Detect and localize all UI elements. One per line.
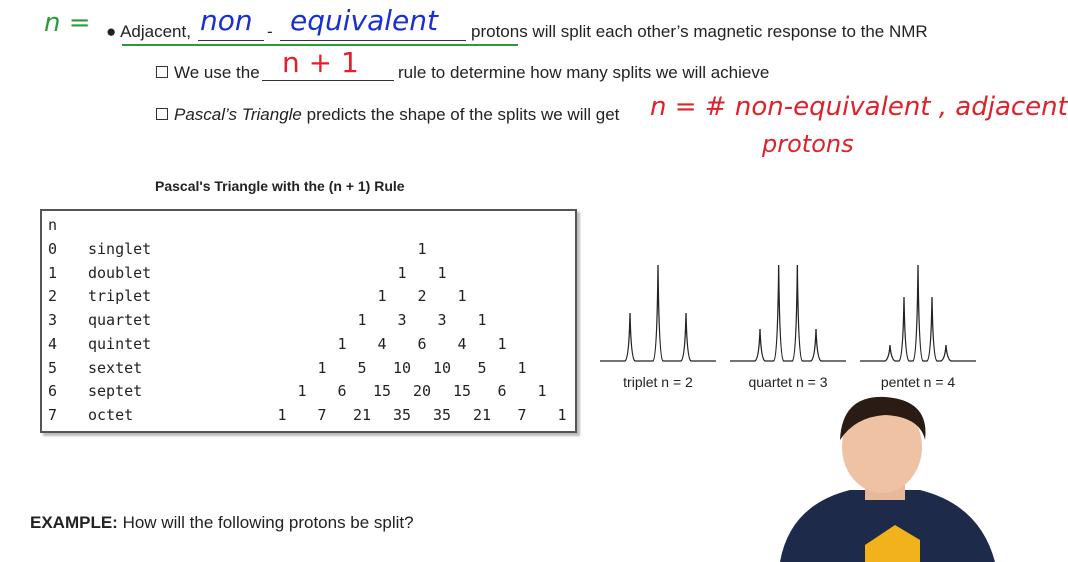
triangle-row-name: triplet (88, 287, 152, 306)
triangle-coefficient: 7 (517, 405, 527, 424)
handwritten-equivalent: equivalent (290, 4, 438, 37)
triangle-coefficient: 3 (397, 311, 407, 330)
triangle-coefficient: 5 (357, 358, 367, 377)
triangle-coefficient: 1 (377, 287, 387, 306)
triangle-row-n: 2 (48, 287, 58, 306)
triangle-coefficient: 6 (337, 382, 347, 401)
triangle-row-name: octet (88, 405, 134, 424)
triangle-coefficient: 15 (372, 382, 392, 401)
triangle-coefficient: 1 (397, 263, 407, 282)
sub-bullet-2 (156, 105, 619, 125)
triangle-coefficient: 1 (537, 382, 547, 401)
triangle-coefficient: 1 (297, 382, 307, 401)
triangle-row-n: 3 (48, 311, 58, 330)
example-label: EXAMPLE: (30, 513, 118, 532)
red-note-line-1: n = # non-equivalent , adjacent (650, 92, 1068, 122)
handwritten-non: non (200, 4, 253, 37)
triangle-coefficient: 10 (432, 358, 452, 377)
bullet-text-protons: protons will split each other’s magnetic response to the NMR (471, 22, 928, 41)
spectrum-label: triplet n = 2 (623, 374, 693, 390)
triangle-coefficient: 6 (417, 334, 427, 353)
triangle-coefficient: 3 (437, 311, 447, 330)
sub-bullet-1-post: rule to determine how many splits we will achieve (398, 63, 770, 82)
blank-2-line (280, 40, 466, 41)
bullet-dot: ● (106, 22, 121, 41)
triangle-coefficient: 20 (412, 382, 432, 401)
bullet-line-adjacent (106, 22, 191, 42)
triangle-header-n: n (48, 216, 58, 234)
red-note-line-2: protons (762, 130, 854, 158)
triangle-row-name: singlet (88, 240, 152, 258)
triangle-coefficient: 35 (392, 405, 412, 424)
triangle-row-name: sextet (88, 358, 143, 377)
triangle-coefficient: 15 (452, 382, 472, 401)
triangle-coefficient: 4 (457, 334, 467, 353)
presenter-video (770, 395, 1000, 562)
triangle-row-n: 1 (48, 263, 58, 282)
sub-bullet-1-pre: We use the (174, 63, 260, 82)
triangle-coefficient: 21 (352, 405, 372, 424)
triangle-coefficient: 1 (497, 334, 507, 353)
triangle-coefficient: 1 (317, 358, 327, 377)
checkbox-square-icon (156, 66, 168, 78)
spectrum-trace-2 (860, 265, 976, 361)
nmr-splitting-spectra (596, 258, 986, 393)
triangle-coefficient: 21 (472, 405, 492, 424)
triangle-coefficient: 1 (337, 334, 347, 353)
triangle-coefficient: 4 (377, 334, 387, 353)
triangle-row-name: quartet (88, 311, 152, 330)
triangle-row-name: septet (88, 382, 143, 401)
triangle-coefficient: 1 (357, 311, 367, 330)
triangle-title: Pascal's Triangle with the (n + 1) Rule (155, 178, 405, 194)
triangle-row-n: 5 (48, 358, 58, 377)
bullet-text-adjacent: Adjacent, (120, 22, 191, 41)
blank-3-line (262, 80, 394, 81)
triangle-coefficient: 1 (417, 240, 427, 258)
spectrum-label: pentet n = 4 (880, 374, 956, 390)
triangle-row-n: 0 (48, 240, 58, 258)
blank-1-line (198, 40, 264, 41)
triangle-coefficient: 1 (457, 287, 467, 306)
triangle-row-name: doublet (88, 263, 152, 282)
triangle-coefficient: 35 (432, 405, 452, 424)
spectrum-trace-1 (730, 265, 846, 361)
triangle-coefficient: 1 (437, 263, 447, 282)
spectrum-label: quartet n = 3 (748, 374, 828, 390)
pascal-triangle-table (40, 209, 577, 433)
triangle-row-name: quintet (88, 334, 152, 353)
triangle-coefficient: 5 (477, 358, 487, 377)
dash: - (267, 22, 273, 41)
spectrum-trace-0 (600, 265, 716, 361)
example-line (30, 513, 414, 533)
triangle-coefficient: 6 (497, 382, 507, 401)
triangle-row-n: 7 (48, 405, 58, 424)
pascal-triangle-italic: Pascal’s Triangle (174, 105, 302, 124)
triangle-coefficient: 10 (392, 358, 412, 377)
triangle-coefficient: 1 (557, 405, 567, 424)
handwritten-n-plus-1: n + 1 (282, 46, 359, 79)
checkbox-square-icon (156, 108, 168, 120)
triangle-coefficient: 1 (277, 405, 287, 424)
example-question: How will the following protons be split? (122, 513, 414, 532)
triangle-coefficient: 7 (317, 405, 327, 424)
triangle-coefficient: 2 (417, 287, 427, 306)
triangle-coefficient: 1 (477, 311, 487, 330)
triangle-row-n: 6 (48, 382, 58, 401)
sub-bullet-1 (156, 63, 260, 83)
handwritten-n-equals: n = (44, 8, 91, 38)
sub-bullet-2-post: predicts the shape of the splits we will get (306, 105, 620, 124)
triangle-coefficient: 1 (517, 358, 527, 377)
triangle-row-n: 4 (48, 334, 58, 353)
